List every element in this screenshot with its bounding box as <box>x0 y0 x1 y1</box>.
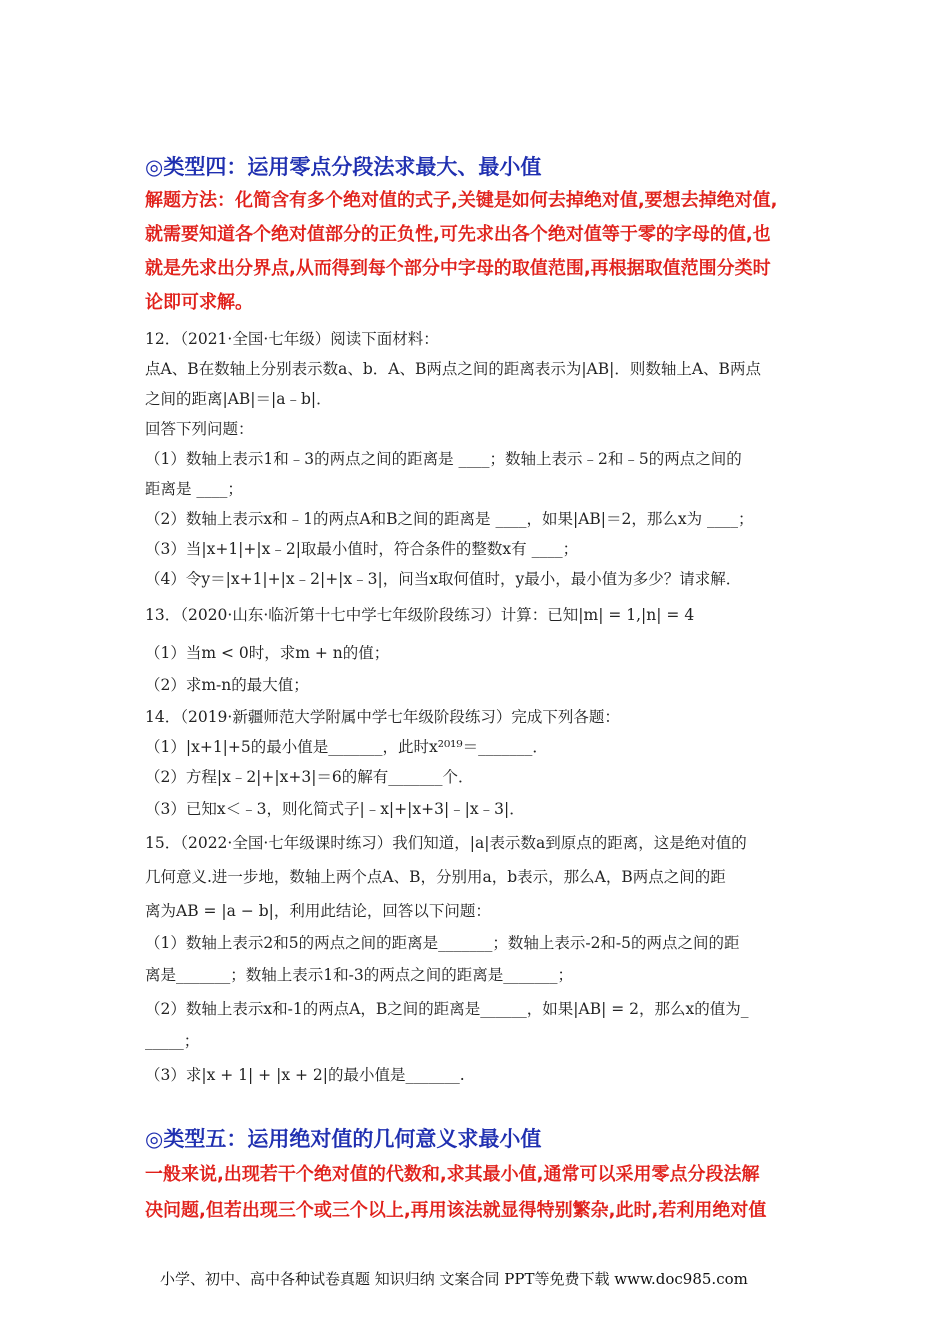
section4-method-line: 论即可求解。 <box>145 292 253 313</box>
problem-text: （3）已知x＜﹣3，则化简式子|﹣x|+|x+3|﹣|x﹣3|． <box>145 800 525 818</box>
problem-text: （3）求|x + 1| + |x + 2|的最小值是_______. <box>145 1066 465 1084</box>
problem-text: _____； <box>145 1032 200 1050</box>
section4-method-line: 就需要知道各个绝对值部分的正负性,可先求出各个绝对值等于零的字母的值,也 <box>145 224 771 245</box>
problem-text: 回答下列问题： <box>145 420 254 438</box>
problem-12-title: 12．（2021·全国·七年级）阅读下面材料： <box>145 330 439 348</box>
problem-text: 距离是 ____； <box>145 480 243 498</box>
problem-text: （2）求m-n的最大值； <box>145 676 309 694</box>
section4-method-line: 解题方法：化简含有多个绝对值的式子,关键是如何去掉绝对值,要想去掉绝对值, <box>145 190 778 211</box>
section5-method-line: 一般来说,出现若干个绝对值的代数和,求其最小值,通常可以采用零点分段法解 <box>145 1164 760 1185</box>
problem-text: 点A、B在数轴上分别表示数a、b．A、B两点之间的距离表示为|AB|．则数轴上A、B两点 <box>145 360 761 378</box>
problem-text: （2）方程|x﹣2|+|x+3|＝6的解有_______个． <box>145 768 474 786</box>
problem-text: 几何意义.进一步地，数轴上两个点A、B，分别用a，b表示，那么A，B两点之间的距 <box>145 868 726 886</box>
problem-text: （3）当|x+1|+|x﹣2|取最小值时，符合条件的整数x有 ____； <box>145 540 579 558</box>
page-footer: 小学、初中、高中各种试卷真题 知识归纳 文案合同 PPT等免费下载 www.doc985.com <box>160 1270 748 1288</box>
section5-method-line: 决问题,但若出现三个或三个以上,再用该法就显得特别繁杂,此时,若利用绝对值 <box>145 1200 767 1221</box>
problem-text: （4）令y＝|x+1|+|x﹣2|+|x﹣3|，问当x取何值时，y最小，最小值为多少？请求解． <box>145 570 742 588</box>
problem-text: （1）数轴上表示1和﹣3的两点之间的距离是 ____；数轴上表示﹣2和﹣5的两点之间的 <box>145 450 742 468</box>
problem-text: （1）数轴上表示2和5的两点之间的距离是_______；数轴上表示-2和-5的两点之间的距 <box>145 934 740 952</box>
problem-text: 离是_______；数轴上表示1和-3的两点之间的距离是_______； <box>145 966 573 984</box>
section4-heading: ◎类型四：运用零点分段法求最大、最小值 <box>145 155 542 179</box>
problem-text: （2）数轴上表示x和﹣1的两点A和B之间的距离是 ____，如果|AB|＝2，那么x为 ____； <box>145 510 754 528</box>
problem-text: 之间的距离|AB|＝|a﹣b|． <box>145 390 332 408</box>
problem-15-title: 15．（2022·全国·七年级课时练习）我们知道，|a|表示数a到原点的距离，这是绝对值的 <box>145 834 747 852</box>
problem-text: 离为AB = |a − b|，利用此结论，回答以下问题： <box>145 902 491 920</box>
problem-text: （1）当m < 0时，求m + n的值； <box>145 644 390 662</box>
problem-14-title: 14．（2019·新疆师范大学附属中学七年级阶段练习）完成下列各题： <box>145 708 620 726</box>
section5-heading: ◎类型五：运用绝对值的几何意义求最小值 <box>145 1127 542 1151</box>
problem-13-title: 13．（2020·山东·临沂第十七中学七年级阶段练习）计算：已知|m| = 1,|n| = 4 <box>145 606 695 624</box>
problem-text: （2）数轴上表示x和-1的两点A，B之间的距离是______，如果|AB| = 2，那么x的值为_ <box>145 1000 749 1018</box>
section4-method-line: 就是先求出分界点,从而得到每个部分中字母的取值范围,再根据取值范围分类时 <box>145 258 771 279</box>
problem-text: （1）|x+1|+5的最小值是_______，此时x²⁰¹⁹＝_______． <box>145 738 548 756</box>
